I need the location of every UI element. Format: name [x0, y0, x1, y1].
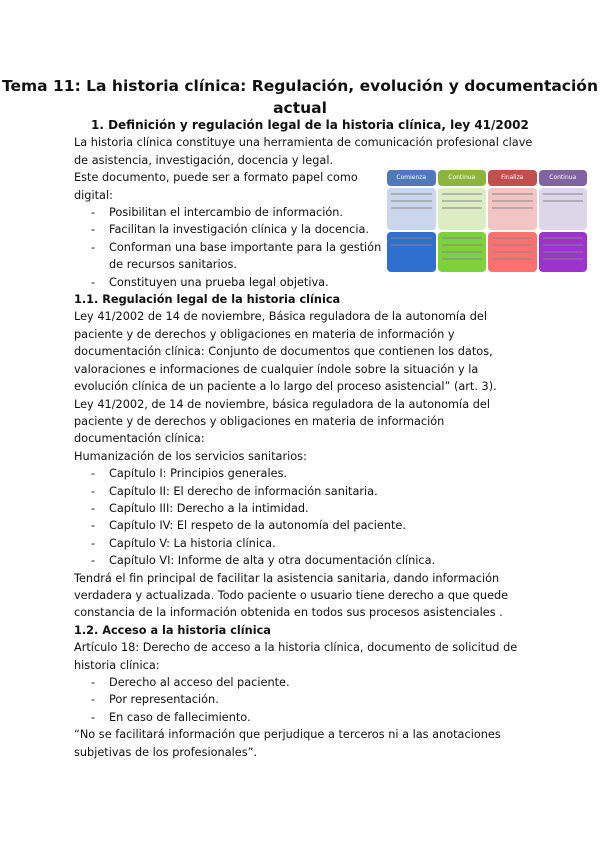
- list-item: - Conforman una base importante para la gestión de recursos sanitarios.: [74, 239, 391, 274]
- list-item: - Capítulo II: El derecho de información sanitaria.: [74, 483, 534, 500]
- diagram-header: Continua: [438, 170, 487, 186]
- paragraph: Ley 41/2002 de 14 de noviembre, Básica reguladora de la autonomía del paciente y de derechos y obligaciones en materia de información y documentación clínica: Conjunto de documentos que contienen los datos, valoraciones e informaciones de cualquier índole sobre la situación y la evolución clínica de un paciente a lo largo del proceso asistencial” (art. 3).: [74, 310, 497, 394]
- diagram-cell: [488, 232, 537, 272]
- list-item: - Posibilitan el intercambio de información.: [74, 204, 391, 221]
- diagram-cell: [387, 232, 436, 272]
- paragraph: La historia clínica constituye una herramienta de comunicación profesional clave de asistencia, investigación, docencia y legal.: [74, 136, 533, 167]
- diagram-cell: [488, 188, 537, 230]
- paragraph: Humanización de los servicios sanitarios:: [74, 449, 307, 463]
- subsection-heading: 1.2. Acceso a la historia clínica: [74, 623, 271, 637]
- paragraph: Ley 41/2002, de 14 de noviembre, básica reguladora de la autonomía del paciente y de derechos y obligaciones en materia de información documentación clínica:: [74, 397, 490, 446]
- diagram-cell: [539, 232, 588, 272]
- diagram-header: Finaliza: [488, 170, 537, 186]
- section-heading: 1. Definición y regulación legal de la historia clínica, ley 41/2002: [91, 118, 529, 132]
- diagram-cell: [438, 188, 487, 230]
- page-title: Tema 11: La historia clínica: Regulación, evolución y documentación actual: [1, 77, 598, 117]
- list-item: - Facilitan la investigación clínica y la docencia.: [74, 221, 391, 238]
- diagram-header: Comienza: [387, 170, 436, 186]
- list-item: - Por representación.: [74, 691, 534, 708]
- list-item: - Capítulo VI: Informe de alta y otra documentación clínica.: [74, 552, 534, 569]
- subsection-heading: 1.1. Regulación legal de la historia clínica: [74, 293, 341, 307]
- paragraph: Este documento, puede ser a formato papel como digital:: [74, 171, 358, 202]
- list-item: - Capítulo I: Principios generales.: [74, 465, 534, 482]
- paragraph: Tendrá el fin principal de facilitar la asistencia sanitaria, dando información verdadera y actualizada. Todo paciente o usuario tiene derecho a que quede constancia de la información obtenida en todos sus procesos asistenciales .: [74, 571, 509, 620]
- paragraph: “No se facilitará información que perjudique a terceros ni a las anotaciones subjetivas de los profesionales”.: [74, 728, 501, 759]
- paragraph: Artículo 18: Derecho de acceso a la historia clínica, documento de solicitud de historia clínica:: [74, 641, 518, 672]
- diagram-cell: [539, 188, 588, 230]
- list-item: - En caso de fallecimiento.: [74, 709, 534, 726]
- diagram-header: Continua: [539, 170, 588, 186]
- list-item: - Capítulo III: Derecho a la intimidad.: [74, 500, 534, 517]
- diagram-cell: [387, 188, 436, 230]
- list-item: - Constituyen una prueba legal objetiva.: [74, 274, 391, 291]
- list-item: - Capítulo V: La historia clínica.: [74, 535, 534, 552]
- process-diagram-image: [387, 170, 587, 272]
- diagram-cell: [438, 232, 487, 272]
- list-item: - Derecho al acceso del paciente.: [74, 674, 534, 691]
- list-item: - Capítulo IV: El respeto de la autonomía del paciente.: [74, 517, 534, 534]
